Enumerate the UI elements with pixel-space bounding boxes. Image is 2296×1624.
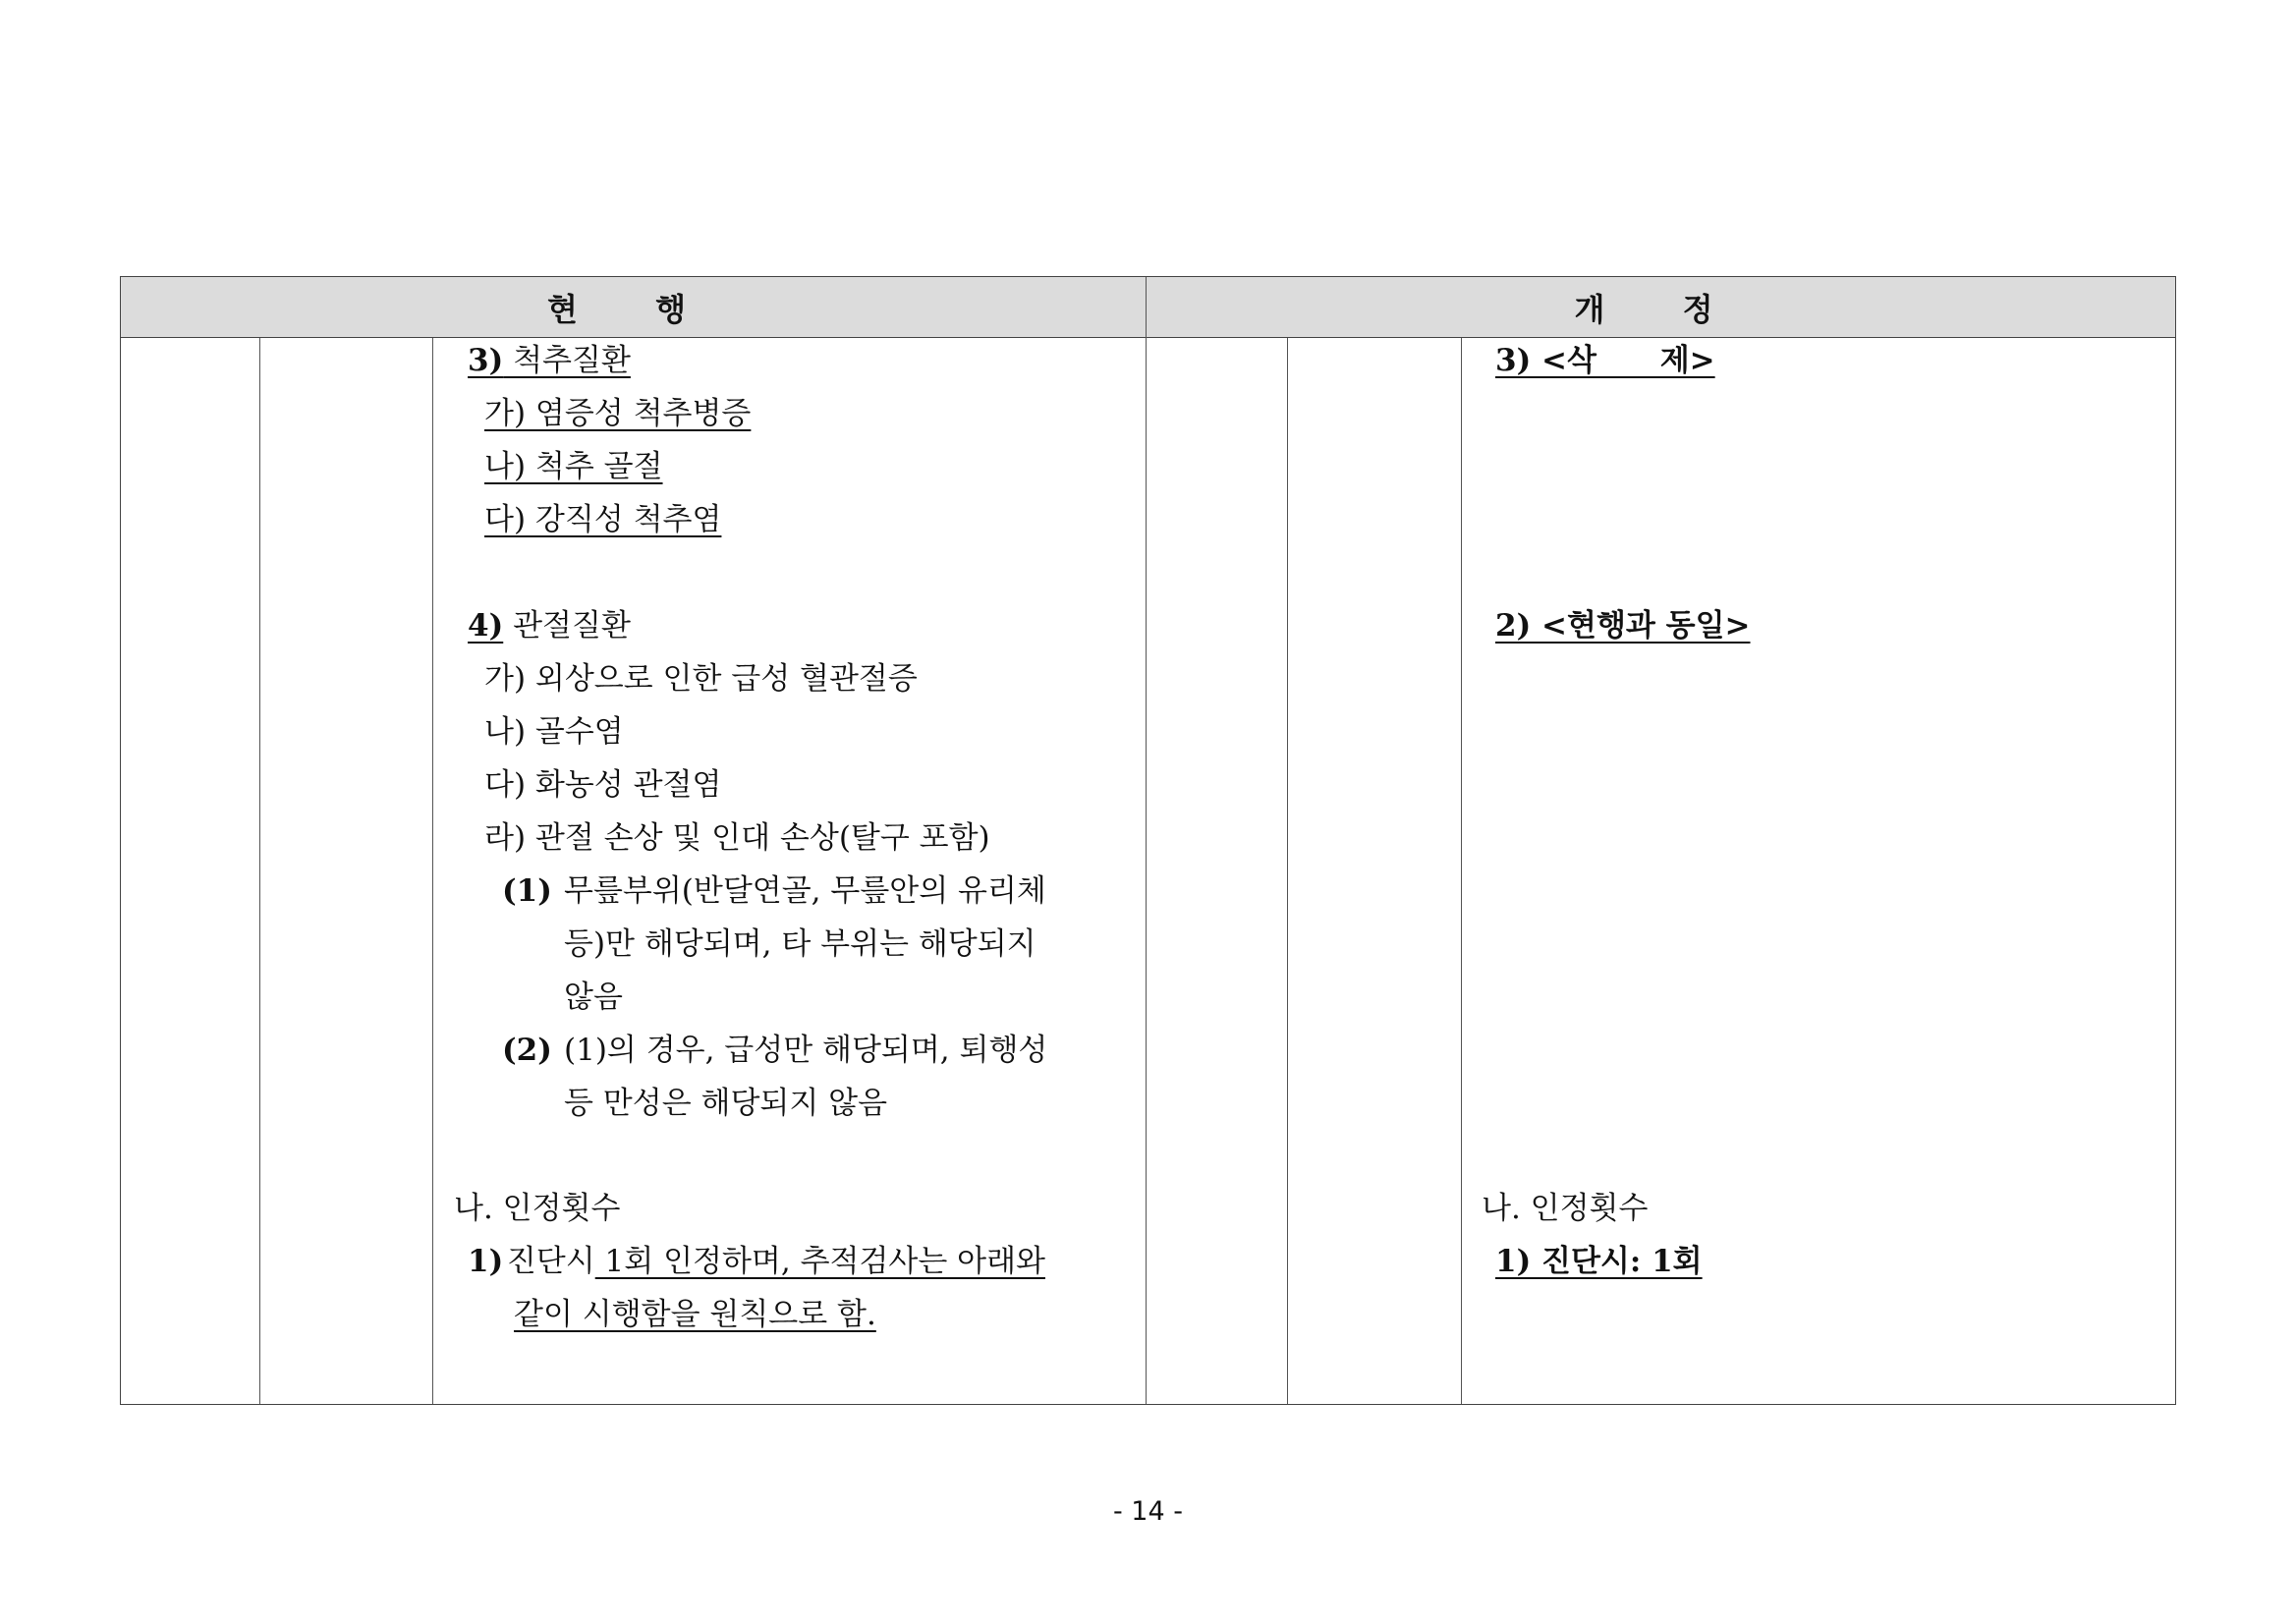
col-line xyxy=(1461,338,1462,1404)
left-count-1-line2: 같이 시행함을 원칙으로 함. xyxy=(514,1297,876,1332)
left-sec4-title: 관절질환 xyxy=(503,608,631,644)
right-sec2-same: 2) <현행과 동일> xyxy=(1495,608,1751,644)
left-sec3-title: 척추질환 xyxy=(503,343,631,378)
left-sec4-item-c: 다) 화농성 관절염 xyxy=(484,767,722,803)
col-line xyxy=(1287,338,1288,1404)
left-sec4-d1-num: (1) xyxy=(502,873,552,909)
left-sec4-item-d: 라) 관절 손상 및 인대 손상(탈구 포함) xyxy=(484,820,990,856)
left-count-title: 나. 인정횟수 xyxy=(454,1191,621,1226)
left-sec4-d2-line2: 등 만성은 해당되지 않음 xyxy=(564,1086,888,1121)
left-sec3-heading xyxy=(468,341,631,380)
comparison-table xyxy=(120,276,2176,1405)
left-count-1-line1a: 진단시 xyxy=(497,1244,595,1279)
left-sec3-item-b: 나) 척추 골절 xyxy=(484,449,663,484)
header-current: 현 행 xyxy=(121,277,1146,338)
left-sec4-d1-line2: 등)만 해당되며, 타 부위는 해당되지 xyxy=(564,926,1036,962)
left-count-1-num: 1) xyxy=(468,1244,504,1279)
left-sec3-item-c: 다) 강직성 척추염 xyxy=(484,502,722,537)
column-divider xyxy=(1146,277,1147,1404)
left-sec3-item-a: 가) 염증성 척추병증 xyxy=(484,396,752,431)
left-sec3-num: 3) xyxy=(468,343,504,378)
left-sec4-d1-line1: 무릎부위(반달연골, 무릎안의 유리체 xyxy=(564,873,1046,909)
left-sec4-item-a: 가) 외상으로 인한 급성 혈관절증 xyxy=(484,661,918,697)
header-revised: 개 정 xyxy=(1146,277,2175,338)
left-sec4-heading xyxy=(468,606,631,645)
left-sec4-d2-num: (2) xyxy=(502,1033,552,1068)
left-count-1-line1b: 1회 인정하며, 추적검사는 아래와 xyxy=(594,1244,1045,1279)
right-sec3-deleted: 3) <삭 제> xyxy=(1495,343,1715,378)
left-sec4-d2-line1: (1)의 경우, 급성만 해당되며, 퇴행성 xyxy=(564,1033,1048,1068)
right-count-title: 나. 인정횟수 xyxy=(1482,1191,1649,1226)
left-count-1-line1 xyxy=(497,1242,1045,1281)
left-sec4-item-b: 나) 골수염 xyxy=(484,714,624,750)
left-sec4-d1-line3: 않음 xyxy=(564,980,623,1015)
col-line xyxy=(259,338,260,1404)
col-line xyxy=(432,338,433,1404)
right-count-1: 1) 진단시: 1회 xyxy=(1495,1244,1703,1279)
left-sec4-num: 4) xyxy=(468,608,504,644)
page-number: - 14 - xyxy=(1112,1496,1183,1527)
